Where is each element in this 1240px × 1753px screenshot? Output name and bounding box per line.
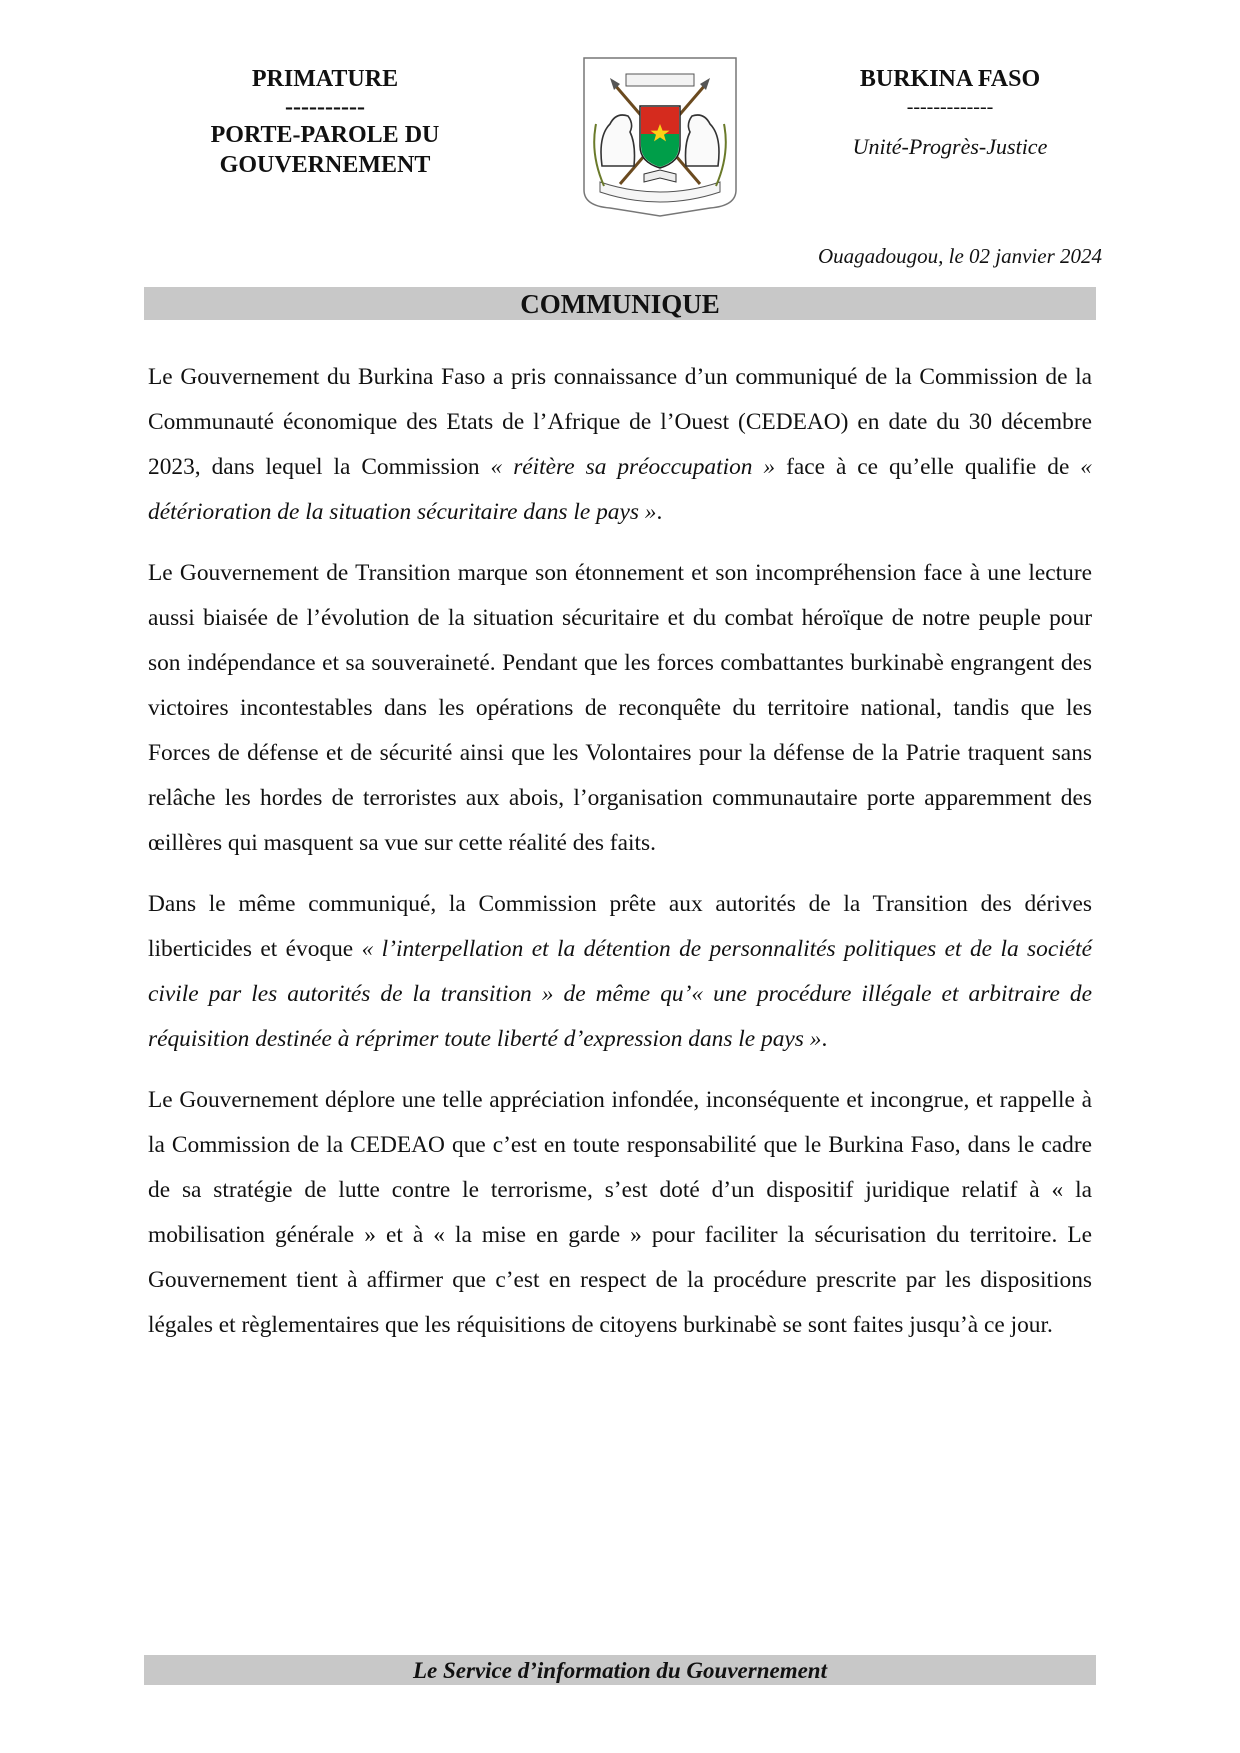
paragraph-text: Le Gouvernement du Burkina Faso a pris connaissance d’un communiqué de la Commission de la Communauté économique des Etats de l’Afrique de l’Ouest (CEDEAO) en date du 30 décembre 2023, dans lequel la Commission: [148, 364, 1092, 480]
quoted-text: « l’interpellation et la détention de personnalités politiques et de la société civile par les autorités de la transition » de même qu’« une procédure illégale et arbitraire de réquisition destinée à réprimer toute liberté d’expression dans le pays »: [148, 936, 1092, 1052]
issuer-spokesperson-line1: PORTE-PAROLE DU: [210, 122, 440, 148]
footer-signature: Le Service d’information du Gouvernement: [144, 1655, 1096, 1685]
paragraph-text: .: [821, 1026, 828, 1052]
country-name: BURKINA FASO: [859, 66, 1041, 92]
quoted-text: « détérioration de la situation sécuritaire dans le pays »: [148, 454, 1092, 525]
country-header: [810, 64, 1090, 160]
body-paragraph: [148, 882, 1092, 1062]
issuer-separator: ----------: [285, 94, 365, 120]
issuer-header: [175, 64, 475, 180]
coat-of-arms-icon: [580, 54, 740, 222]
issuer-primature: PRIMATURE: [251, 66, 399, 92]
body-paragraph: [148, 551, 1092, 866]
quoted-text: « réitère sa préoccupation »: [490, 454, 776, 480]
paragraph-text: Le Gouvernement déplore une telle appréciation infondée, inconséquente et incongrue, et rappelle à la Commission de la CEDEAO que c’est en toute responsabilité que le Burkina Faso, dans le cadre de sa stratégie de lutte contre le terrorisme, s’est doté d’un dispositif juridique relatif à « la mobilisation générale » et à « la mise en garde » pour faciliter la sécurisation du territoire. Le Gouvernement tient à affirmer que c’est en respect de la procédure prescrite par les dispositions légales et règlementaires que les réquisitions de citoyens burkinabè se sont faites jusqu’à ce jour.: [148, 1087, 1092, 1338]
paragraph-text: .: [656, 499, 663, 525]
document-title: COMMUNIQUE: [144, 287, 1096, 320]
body-paragraph: [148, 355, 1092, 535]
paragraph-text: face à ce qu’elle qualifie de: [775, 454, 1081, 480]
paragraph-text: Dans le même communiqué, la Commission prête aux autorités de la Transition des dérives liberticides et évoque: [148, 891, 1092, 962]
issuer-spokesperson-line2: GOUVERNEMENT: [219, 152, 431, 178]
communique-body: [148, 355, 1092, 1364]
body-paragraph: [148, 1078, 1092, 1348]
paragraph-text: Le Gouvernement de Transition marque son étonnement et son incompréhension face à une lecture aussi biaisée de l’évolution de la situation sécuritaire et du combat héroïque de notre peuple pour son indépendance et sa souveraineté. Pendant que les forces combattantes burkinabè engrangent des victoires incontestables dans les opérations de reconquête du territoire national, tandis que les Forces de défense et de sécurité ainsi que les Volontaires pour la défense de la Patrie traquent sans relâche les hordes de terroristes aux abois, l’organisation communautaire porte apparemment des œillères qui masquent sa vue sur cette réalité des faits.: [148, 560, 1092, 856]
national-motto: Unité-Progrès-Justice: [852, 134, 1048, 159]
document-date: Ouagadougou, le 02 janvier 2024: [817, 244, 1102, 268]
country-separator: -------------: [906, 96, 994, 118]
